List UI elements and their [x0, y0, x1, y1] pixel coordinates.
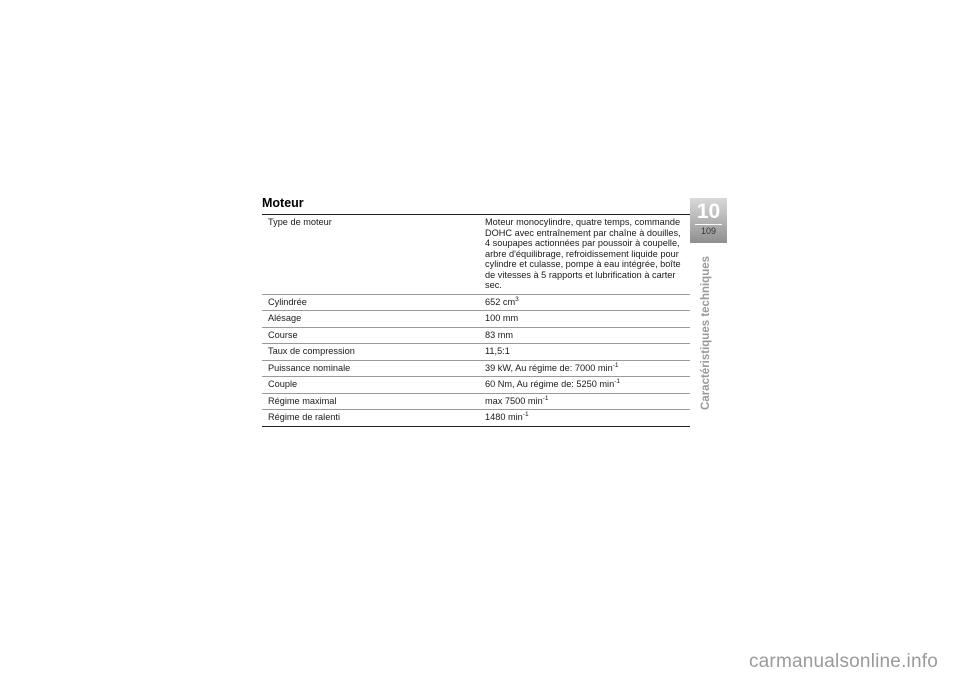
chapter-title: Caractéristiques techniques: [700, 255, 712, 410]
spec-label: Puissance nominale: [268, 362, 351, 373]
table-row: [262, 377, 690, 394]
spec-label: Régime de ralenti: [268, 412, 341, 422]
engine-spec-table: [262, 214, 690, 427]
page-number: 109: [700, 226, 717, 236]
watermark: carmanualsonline.info: [748, 651, 938, 672]
table-row: [262, 294, 690, 311]
table-row: [262, 410, 690, 427]
table-row: [262, 360, 690, 377]
table-row: [262, 393, 690, 410]
spec-label: Taux de compression: [268, 346, 355, 356]
spec-label: Régime maximal: [268, 395, 337, 406]
table-row: [262, 344, 690, 361]
spec-value: max 7500 $\min^{-1}$: [485, 394, 549, 406]
spec-value: 11,5:1: [485, 346, 510, 356]
spec-value: 652 $cm^3$: [485, 295, 519, 307]
section-title: Moteur: [262, 196, 304, 210]
chapter-number: 10: [696, 200, 721, 223]
table-row: [262, 327, 690, 344]
spec-label: Type de moteur: [268, 217, 332, 227]
table-row: [262, 215, 690, 295]
spec-value: Moteur monocylindre, quatre temps, commande DOHC avec entraînement par chaîne à douilles, 4 soupapes actionnées par poussoir à coupelle, arbre d'équilibrage, refroidissement liquide pour cylindre et culasse, pompe à eau intégrée, boîte de vitesses à 5 rapports et lubrification à carter sec.: [485, 217, 681, 290]
spec-label: Alésage: [268, 313, 302, 323]
table-row: [262, 311, 690, 328]
spec-value: 1480 $\min^{-1}$: [485, 410, 529, 422]
spec-value: 60 Nm, Au régime de: 5250 $\min^{-1}$: [485, 377, 620, 389]
spec-value: 39 kW, Au régime de: 7000 $\min^{-1}$: [485, 361, 619, 373]
spec-value: 100 mm: [485, 313, 519, 323]
spec-label: Cylindrée: [268, 296, 307, 307]
chapter-tab: [690, 198, 727, 243]
spec-label: Couple: [268, 379, 298, 389]
spec-label: Course: [268, 329, 298, 340]
spec-value: 83 mm: [485, 329, 514, 340]
